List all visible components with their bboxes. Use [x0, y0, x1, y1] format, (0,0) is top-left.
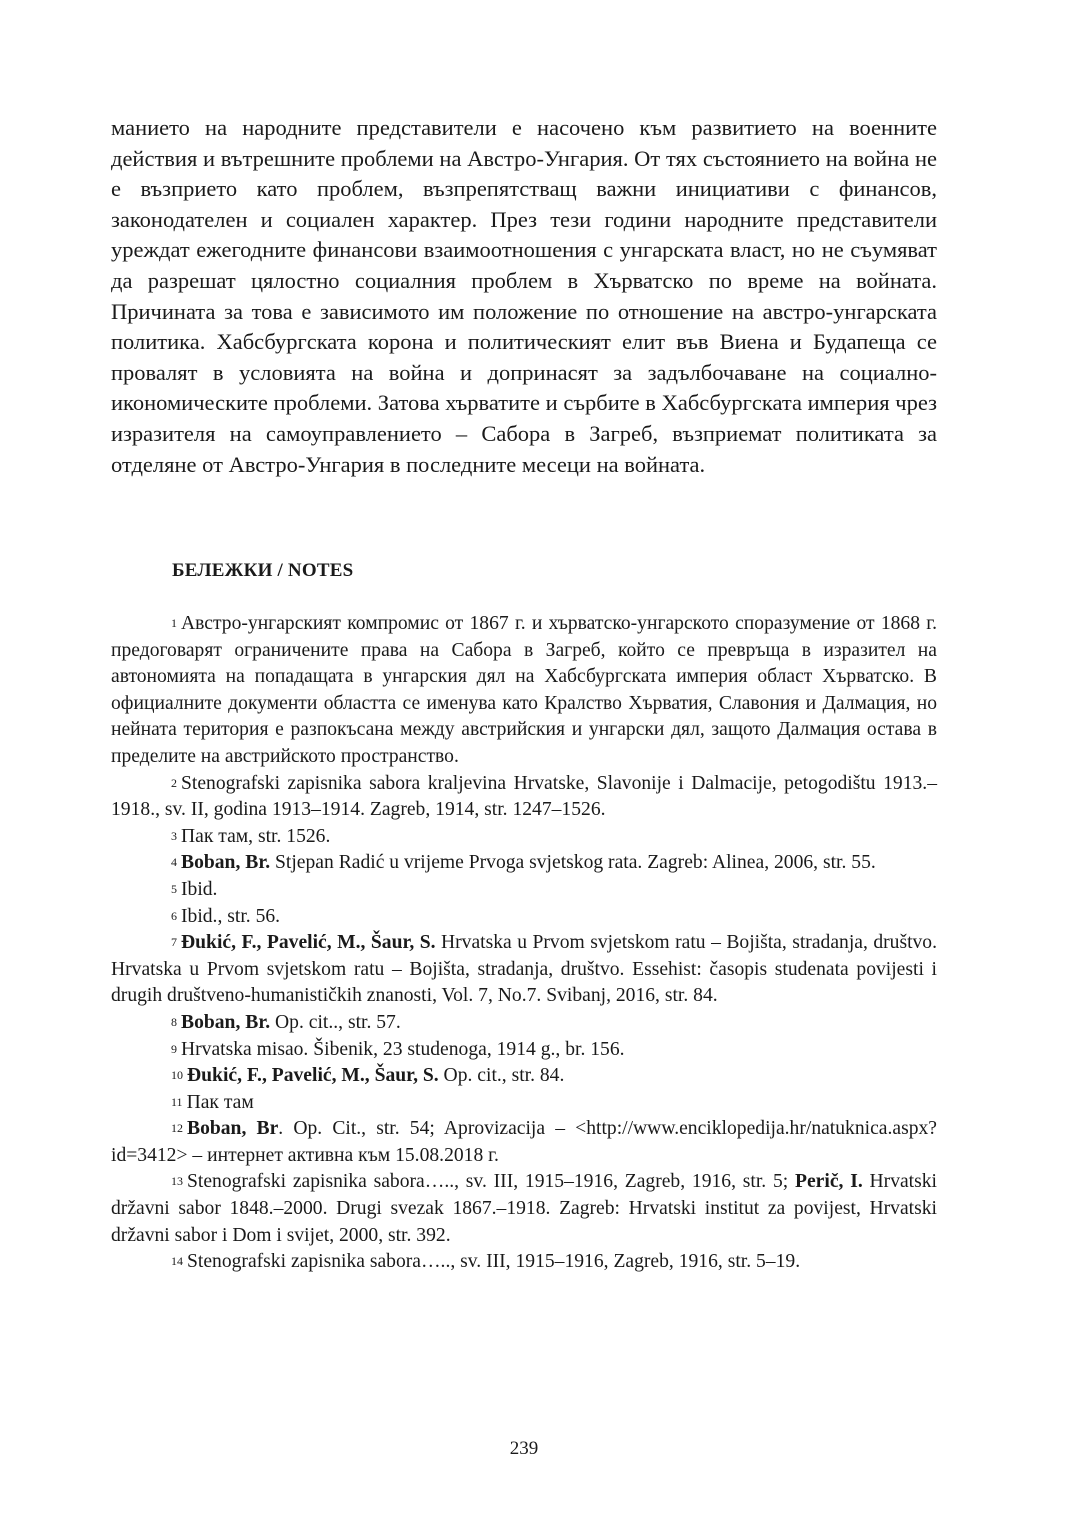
footnote-number: 12	[171, 1121, 183, 1136]
footnote-text: Ibid., str. 56.	[181, 905, 281, 927]
footnote-text: Пак там	[186, 1091, 254, 1113]
footnote-text: Hrvatska misao. Šibenik, 23 studenoga, 1914 g., br. 156.	[181, 1038, 625, 1060]
footnote-author: Đukić, F., Pavelić, M., Šaur, S.	[187, 1065, 439, 1087]
footnote-author: Boban, Br	[187, 1118, 279, 1140]
footnote-number: 9	[171, 1041, 177, 1056]
footnote-number: 13	[171, 1174, 183, 1189]
footnote-number: 8	[171, 1014, 177, 1029]
footnote-5	[111, 877, 937, 904]
footnote-text: Ibid.	[181, 878, 218, 900]
footnotes-list	[111, 611, 937, 1276]
footnote-number: 10	[171, 1068, 183, 1083]
footnote-text: Stjepan Radić u vrijeme Prvoga svjetskog rata. Zagreb: Alinea, 2006, str. 55.	[270, 852, 876, 874]
footnote-14	[111, 1249, 937, 1276]
footnote-number: 6	[171, 908, 177, 923]
body-paragraph: манието на народните представители е насочено към развитието на военните действия и вътрешните проблеми на Австро-Унгария. От тях състоянието на война не е възприето като проблем, възпрепятстващ важни инициативи с финансов, законодателен и социален характер. През тези години народните представители уреждат ежегодните финансови взаимоотношения с унгарската власт, но не съумяват да разрешат цялостно социалния проблем в Хърватско по време на войната. Причината за това е зависимото им положение по отношение на австро-унгарската политика. Хабсбургската корона и политическият елит във Виена и Будапеща се провалят в условията на война и допринасят за задълбочаване на социално-икономическите проблеми. Затова хърватите и сърбите в Хабсбургската империя чрез изразителя на самоуправлението – Сабора в Загреб, възприемат политиката за отделяне от Австро-Унгария в последните месеци на войната.	[111, 115, 937, 477]
footnote-text: Op. cit.., str. 57.	[270, 1011, 401, 1033]
footnote-number: 2	[171, 775, 177, 790]
footnote-author: Perič, I.	[795, 1171, 863, 1193]
footnote-text: Hrvatski državni sabor 1848.–2000. Drugi svezak 1867.–1918. Zagreb: Hrvatski institut za povijest, Hrvatski državni sabor i Dom i svijet, 2000, str. 392.	[111, 1171, 937, 1246]
footnote-1	[111, 611, 937, 771]
footnote-text: . Op. Cit., str. 54; Aprovizacija – <http://www.enciklopedija.hr/natuknica.aspx?id=3412> – интернет активна към 15.08.2018 г.	[111, 1118, 937, 1166]
footnote-10	[111, 1063, 937, 1090]
footnote-author: Đukić, F., Pavelić, M., Šaur, S.	[181, 932, 436, 954]
footnote-author: Boban, Br.	[181, 852, 271, 874]
footnote-3	[111, 824, 937, 851]
footnote-13	[111, 1169, 937, 1249]
page-number: 239	[509, 1438, 539, 1459]
footnote-number: 3	[171, 828, 177, 843]
footnote-author: Boban, Br.	[181, 1011, 271, 1033]
footnote-text: Stenografski zapisnika sabora….., sv. III, 1915–1916, Zagreb, 1916, str. 5;	[187, 1171, 796, 1193]
footnote-2	[111, 771, 937, 824]
footnote-4	[111, 850, 937, 877]
footnote-number: 7	[171, 935, 177, 950]
footnote-number: 4	[171, 855, 177, 870]
footnote-text: Op. cit., str. 84.	[438, 1065, 565, 1087]
footnote-number: 5	[171, 881, 177, 896]
footnote-text: Stenografski zapisnika sabora….., sv. III, 1915–1916, Zagreb, 1916, str. 5–19.	[187, 1251, 801, 1273]
footnote-number: 14	[171, 1254, 183, 1269]
footnote-7	[111, 930, 937, 1010]
footnote-text: Stenografski zapisnika sabora kraljevina Hrvatske, Slavonije i Dalmacije, petogodištu 1913.–1918., sv. II, godina 1913–1914. Zagreb, 1914, str. 1247–1526.	[111, 772, 937, 821]
footnote-9	[111, 1037, 937, 1064]
footnote-text: Пак там, str. 1526.	[181, 825, 331, 847]
footnote-8	[111, 1010, 937, 1037]
footnote-number: 11	[171, 1094, 183, 1109]
footnote-12	[111, 1116, 937, 1169]
footnote-number: 1	[171, 616, 177, 630]
footnote-11	[111, 1090, 937, 1117]
footnote-text: Австро-унгарският компромис от 1867 г. и хърватско-унгарското споразумение от 1868 г. предоговарят ограничените права на Сабора в Загреб, който се превръща в изразител на автономията на попадащата в унгарския дял на Хабсбургската империя област Хърватско. В официалните документи областта се именува като Кралство Хърватия, Славония и Далмация, но нейната територия е разпокъсана между австрийския и унгарски дял, защото Далмация остава в пределите на австрийското пространство.	[111, 613, 937, 767]
footnote-6	[111, 904, 937, 931]
notes-heading: БЕЛЕЖКИ / NOTES	[172, 560, 354, 581]
footnote-text: Hrvatska u Prvom svjetskom ratu – Bojišta, stradanja, društvo. Hrvatska u Prvom svjetskom ratu – Bojišta, stradanja, društvo. Essehist: časopis studenata povijesti i drugih društveno-humanističkih znanosti, Vol. 7, No.7. Svibanj, 2016, str. 84.	[111, 932, 938, 1007]
